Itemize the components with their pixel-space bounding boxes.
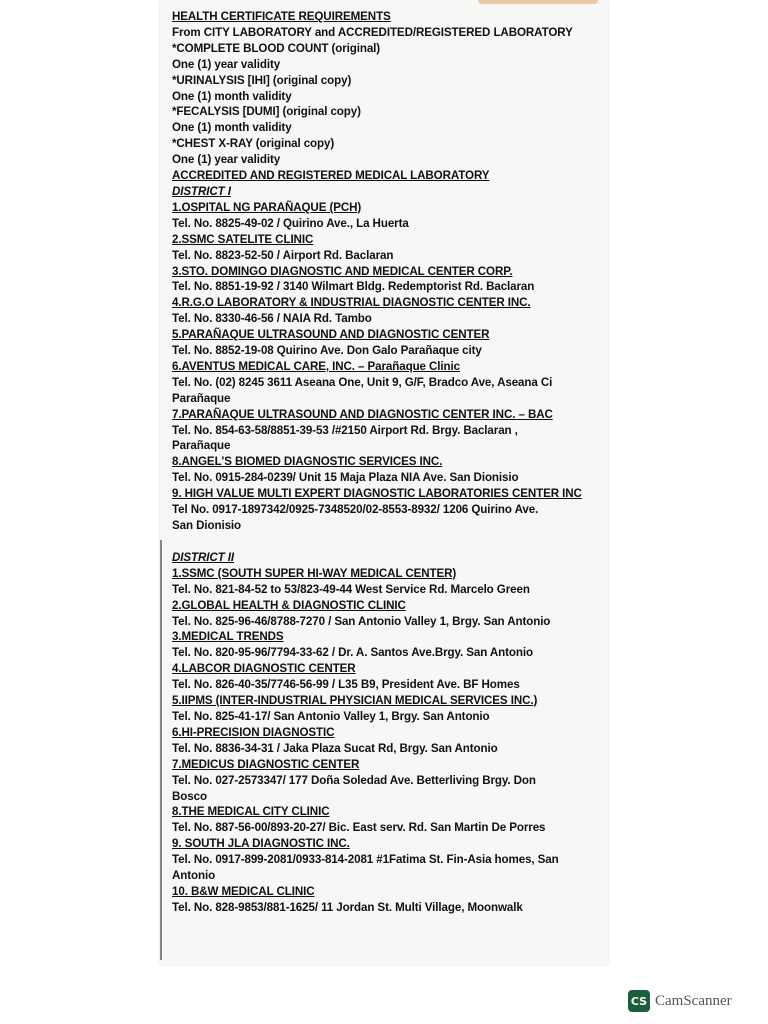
lab-details: Tel. No. 821-84-52 to 53/823-49-44 West Service Rd. Marcelo Green xyxy=(172,582,530,596)
lab-name: 4.LABCOR DIAGNOSTIC CENTER xyxy=(172,662,356,676)
lab-name: 6.HI-PRECISION DIAGNOSTIC xyxy=(172,725,335,739)
lab-details: Parañaque xyxy=(172,391,231,405)
lab-name: 8.THE MEDICAL CITY CLINIC xyxy=(172,805,330,819)
requirement-name: *URINALYSIS [IHI] (original copy) xyxy=(172,73,352,87)
lab-details: Tel. No. 8825-49-02 / Quirino Ave., La Huerta xyxy=(172,216,409,230)
requirement-validity: One (1) month validity xyxy=(172,89,292,103)
lab-details: Tel. No. 8330-46-56 / NAIA Rd. Tambo xyxy=(172,312,372,326)
lab-details: Tel. No. 8851-19-92 / 3140 Wilmart Bldg. Redemptorist Rd. Baclaran xyxy=(172,280,535,294)
document-title: HEALTH CERTIFICATE REQUIREMENTS xyxy=(172,10,391,23)
requirement-validity: One (1) month validity xyxy=(172,121,292,135)
tape-mark xyxy=(478,0,598,4)
lab-name: 4.R.G.O LABORATORY & INDUSTRIAL DIAGNOSTIC CENTER INC. xyxy=(172,296,531,310)
lab-name: 7.MEDICUS DIAGNOSTIC CENTER xyxy=(172,757,360,771)
lab-name: 3.MEDICAL TRENDS xyxy=(172,630,284,644)
requirement-validity: One (1) year validity xyxy=(172,153,281,167)
lab-details: Tel. No. 828-9853/881-1625/ 11 Jordan St. Multi Village, Moonwalk xyxy=(172,900,523,914)
requirement-name: *COMPLETE BLOOD COUNT (original) xyxy=(172,41,381,55)
lab-details: Tel. No. 8836-34-31 / Jaka Plaza Sucat Rd, Brgy. San Antonio xyxy=(172,741,498,755)
source-line: From CITY LABORATORY and ACCREDITED/REGISTERED LABORATORY xyxy=(172,25,573,39)
lab-details: Tel. No. 825-96-46/8788-7270 / San Antonio Valley 1, Brgy. San Antonio xyxy=(172,614,551,628)
lab-name: 2.GLOBAL HEALTH & DIAGNOSTIC CLINIC xyxy=(172,598,406,612)
list-heading: ACCREDITED AND REGISTERED MEDICAL LABORATORY xyxy=(172,169,490,183)
lab-details: Antonio xyxy=(172,869,216,883)
lab-details: Bosco xyxy=(172,789,207,803)
lab-name: 1.SSMC (SOUTH SUPER HI-WAY MEDICAL CENTER) xyxy=(172,566,457,580)
lab-details: Tel. No. 820-95-96/7794-33-62 / Dr. A. Santos Ave.Brgy. San Antonio xyxy=(172,646,533,660)
lab-details: Tel. No. (02) 8245 3611 Aseana One, Unit 9, G/F, Bradco Ave, Aseana Ci xyxy=(172,375,553,389)
lab-details: Tel. No. 0917-899-2081/0933-814-2081 #1Fatima St. Fin-Asia homes, San xyxy=(172,853,559,867)
lab-name: 9. SOUTH JLA DIAGNOSTIC INC. xyxy=(172,837,350,851)
district-heading: DISTRICT I xyxy=(172,184,231,198)
lab-name: 9. HIGH VALUE MULTI EXPERT DIAGNOSTIC LABORATORIES CENTER INC xyxy=(172,487,582,501)
lab-details: Tel. No. 8823-52-50 / Airport Rd. Baclaran xyxy=(172,248,394,262)
lab-name: 3.STO. DOMINGO DIAGNOSTIC AND MEDICAL CENTER CORP. xyxy=(172,264,513,278)
lab-name: 5.IIPMS (INTER-INDUSTRIAL PHYSICIAN MEDICAL SERVICES INC.) xyxy=(172,694,538,708)
lab-details: Tel. No. 825-41-17/ San Antonio Valley 1, Brgy. San Antonio xyxy=(172,709,490,723)
document-body xyxy=(172,9,602,916)
page-edge-shadow xyxy=(160,540,162,960)
lab-name: 2.SSMC SATELITE CLINIC xyxy=(172,232,314,246)
lab-details: Tel. No. 0915-284-0239/ Unit 15 Maja Plaza NIA Ave. San Dionisio xyxy=(172,471,519,485)
lab-details: Tel. No. 887-56-00/893-20-27/ Bic. East serv. Rd. San Martin De Porres xyxy=(172,821,546,835)
requirement-name: *FECALYSIS [DUMI] (original copy) xyxy=(172,105,361,119)
camscanner-label: CamScanner xyxy=(655,992,732,1009)
requirement-name: *CHEST X-RAY (original copy) xyxy=(172,137,335,151)
section-spacer xyxy=(172,534,602,550)
district-heading: DISTRICT II xyxy=(172,550,235,564)
lab-details: Tel. No. 826-40-35/7746-56-99 / L35 B9, President Ave. BF Homes xyxy=(172,678,520,692)
lab-details: Tel. No. 027-2573347/ 177 Doña Soledad Ave. Betterliving Brgy. Don xyxy=(172,773,536,787)
lab-name: 10. B&W MEDICAL CLINIC xyxy=(172,884,315,898)
lab-name: 5.PARAÑAQUE ULTRASOUND AND DIAGNOSTIC CENTER xyxy=(172,328,490,342)
lab-name: 6.AVENTUS MEDICAL CARE, INC. – Parañaque Clinic xyxy=(172,359,460,373)
camscanner-watermark xyxy=(628,990,732,1012)
lab-details: Parañaque xyxy=(172,439,231,453)
requirement-validity: One (1) year validity xyxy=(172,57,281,71)
lab-name: 7.PARAÑAQUE ULTRASOUND AND DIAGNOSTIC CENTER INC. – BAC xyxy=(172,407,553,421)
lab-name: 8.ANGEL'S BIOMED DIAGNOSTIC SERVICES INC. xyxy=(172,455,443,469)
lab-details: Tel. No. 8852-19-08 Quirino Ave. Don Galo Parañaque city xyxy=(172,344,482,358)
camscanner-logo-icon: CS xyxy=(628,990,650,1012)
lab-name: 1.OSPITAL NG PARAÑAQUE (PCH) xyxy=(172,200,362,214)
lab-details: San Dionisio xyxy=(172,519,242,532)
lab-details: Tel. No. 854-63-58/8851-39-53 /#2150 Airport Rd. Brgy. Baclaran , xyxy=(172,423,518,437)
lab-details: Tel No. 0917-1897342/0925-7348520/02-8553-8932/ 1206 Quirino Ave. xyxy=(172,503,539,517)
